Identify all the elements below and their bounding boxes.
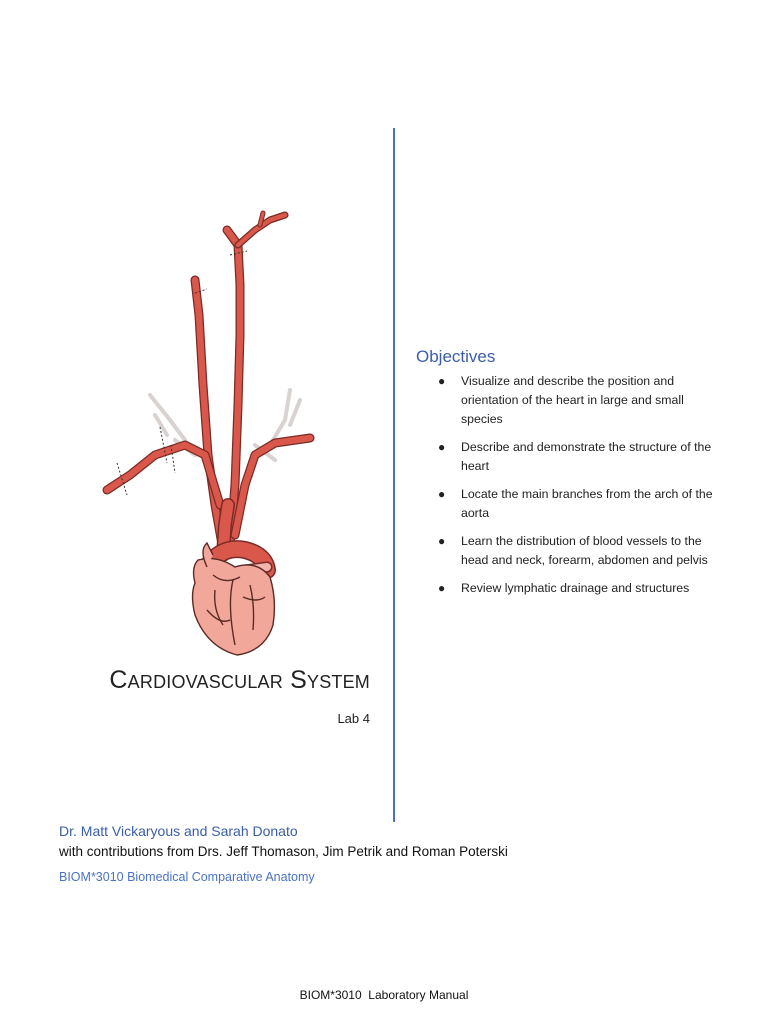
course-name: BIOM*3010 Biomedical Comparative Anatomy [59,870,315,884]
bullet-icon: ● [438,487,446,501]
bullet-icon: ● [438,534,446,548]
contributions: with contributions from Drs. Jeff Thomason, Jim Petrik and Roman Poterski [59,844,508,859]
ligature-marks [117,251,247,495]
objective-item [436,438,726,476]
bullet-icon: ● [438,440,446,454]
objective-text: Locate the main branches from the arch of the aorta [461,487,713,520]
objective-item [436,579,726,598]
objectives-heading: Objectives [416,347,496,366]
objective-text: Visualize and describe the position and orientation of the heart in large and small species [461,374,684,426]
document-title: Cardiovascular System [109,666,370,694]
objective-text: Learn the distribution of blood vessels to the head and neck, forearm, abdomen and pelvis [461,534,708,567]
objective-item [436,485,726,523]
vertical-divider [393,128,395,822]
arteries [107,213,310,555]
authors: Dr. Matt Vickaryous and Sarah Donato [59,823,298,839]
objective-text: Describe and demonstrate the structure of the heart [461,440,712,473]
objectives-list [436,372,726,607]
objective-item [436,372,726,429]
page-footer: BIOM*3010 Laboratory Manual [299,988,469,1002]
bullet-icon: ● [438,374,446,388]
objective-item [436,532,726,570]
heart-illustration [95,205,335,660]
lab-number: Lab 4 [337,711,370,726]
bullet-icon: ● [438,581,446,595]
objective-text: Review lymphatic drainage and structures [461,581,690,595]
